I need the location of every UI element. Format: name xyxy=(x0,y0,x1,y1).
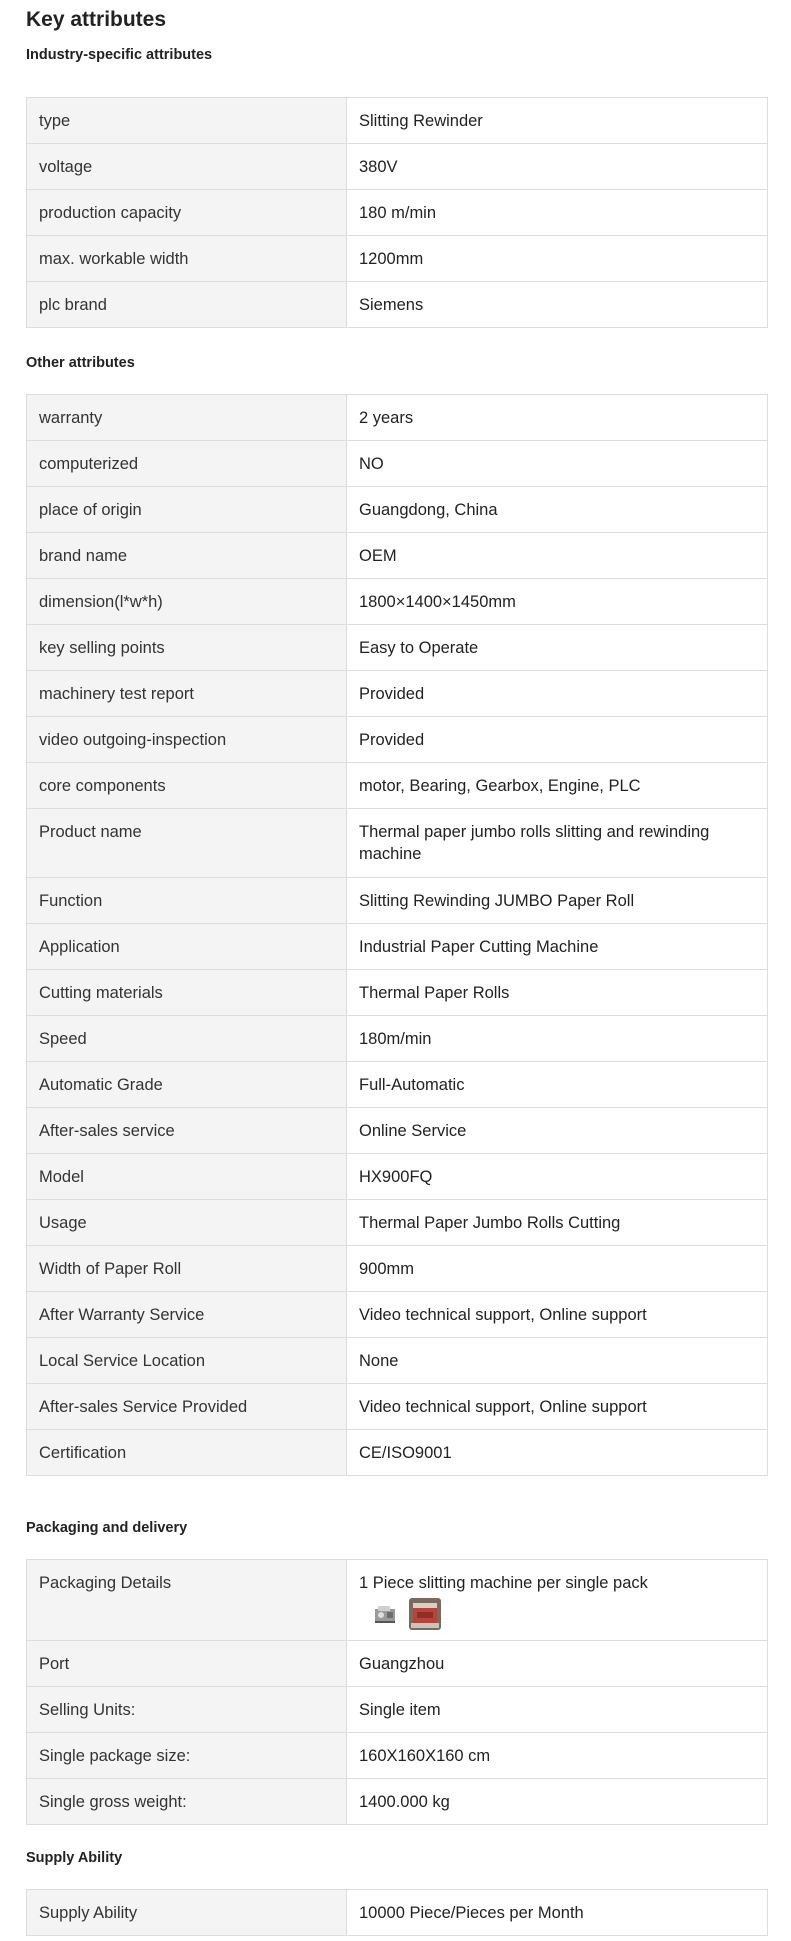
table-row xyxy=(27,671,768,717)
table-row xyxy=(27,236,768,282)
attribute-label: Product name xyxy=(27,809,347,878)
table-row xyxy=(27,970,768,1016)
attribute-value: motor, Bearing, Gearbox, Engine, PLC xyxy=(347,763,768,809)
attribute-label: Application xyxy=(27,924,347,970)
table-row xyxy=(27,487,768,533)
attribute-value: Industrial Paper Cutting Machine xyxy=(347,924,768,970)
attribute-value: Thermal paper jumbo rolls slitting and rewinding machine xyxy=(347,809,768,878)
attribute-label: After-sales service xyxy=(27,1108,347,1154)
attribute-value: Full-Automatic xyxy=(347,1062,768,1108)
attribute-label: brand name xyxy=(27,533,347,579)
attribute-label: Cutting materials xyxy=(27,970,347,1016)
table-row xyxy=(27,441,768,487)
attribute-label: Certification xyxy=(27,1430,347,1476)
attribute-value: Provided xyxy=(347,671,768,717)
attribute-label: video outgoing-inspection xyxy=(27,717,347,763)
attribute-label: After-sales Service Provided xyxy=(27,1384,347,1430)
section-title-industry: Industry-specific attributes xyxy=(26,47,213,63)
attribute-label: key selling points xyxy=(27,625,347,671)
attribute-label: Automatic Grade xyxy=(27,1062,347,1108)
attribute-label: place of origin xyxy=(27,487,347,533)
attribute-label: plc brand xyxy=(27,282,347,328)
attribute-label: Single gross weight: xyxy=(27,1779,347,1825)
attribute-label: production capacity xyxy=(27,190,347,236)
attribute-value: 1200mm xyxy=(347,236,768,282)
section-title-supply: Supply Ability xyxy=(26,1850,123,1866)
attribute-label: Usage xyxy=(27,1200,347,1246)
attribute-value: Video technical support, Online support xyxy=(347,1292,768,1338)
table-row xyxy=(27,1246,768,1292)
attribute-value: None xyxy=(347,1338,768,1384)
attribute-value: 900mm xyxy=(347,1246,768,1292)
table-row xyxy=(27,1890,768,1936)
attribute-value: Guangdong, China xyxy=(347,487,768,533)
table-row xyxy=(27,924,768,970)
table-row xyxy=(27,144,768,190)
table-row xyxy=(27,1062,768,1108)
packaging-table xyxy=(26,1559,768,1825)
table-row xyxy=(27,1292,768,1338)
section-title-other: Other attributes xyxy=(26,355,135,371)
table-row xyxy=(27,1430,768,1476)
attribute-label: voltage xyxy=(27,144,347,190)
attribute-value: Video technical support, Online support xyxy=(347,1384,768,1430)
attribute-label: computerized xyxy=(27,441,347,487)
attribute-label: Width of Paper Roll xyxy=(27,1246,347,1292)
attribute-label: Function xyxy=(27,878,347,924)
machine-photo-thumbnail[interactable] xyxy=(369,1598,401,1630)
industry-attributes-table xyxy=(26,97,768,328)
attribute-label: Supply Ability xyxy=(27,1890,347,1936)
attribute-value: Thermal Paper Jumbo Rolls Cutting xyxy=(347,1200,768,1246)
attribute-value: Provided xyxy=(347,717,768,763)
table-row xyxy=(27,763,768,809)
attribute-label: type xyxy=(27,98,347,144)
attribute-label: machinery test report xyxy=(27,671,347,717)
attribute-value: Slitting Rewinding JUMBO Paper Roll xyxy=(347,878,768,924)
table-row xyxy=(27,878,768,924)
table-row xyxy=(27,1200,768,1246)
attribute-value: Easy to Operate xyxy=(347,625,768,671)
table-row xyxy=(27,395,768,441)
table-row xyxy=(27,1154,768,1200)
page-title: Key attributes xyxy=(26,8,167,31)
attribute-value: 180m/min xyxy=(347,1016,768,1062)
attribute-label: warranty xyxy=(27,395,347,441)
attribute-value: 2 years xyxy=(347,395,768,441)
supply-table xyxy=(26,1889,768,1936)
table-row xyxy=(27,1779,768,1825)
attribute-value: 1800×1400×1450mm xyxy=(347,579,768,625)
other-attributes-table xyxy=(26,394,768,1476)
table-row xyxy=(27,1641,768,1687)
table-row xyxy=(27,717,768,763)
attribute-label: max. workable width xyxy=(27,236,347,282)
attribute-value: 1400.000 kg xyxy=(347,1779,768,1825)
table-row xyxy=(27,1338,768,1384)
attribute-value: Slitting Rewinder xyxy=(347,98,768,144)
attribute-value-cell xyxy=(347,1560,768,1641)
attribute-value: NO xyxy=(347,441,768,487)
attribute-value: 1 Piece slitting machine per single pack xyxy=(359,1574,648,1592)
table-row xyxy=(27,190,768,236)
attribute-value: 160X160X160 cm xyxy=(347,1733,768,1779)
table-row xyxy=(27,579,768,625)
table-row xyxy=(27,1560,768,1641)
attribute-label: Model xyxy=(27,1154,347,1200)
packaging-thumbnails xyxy=(369,1598,755,1630)
attribute-value: 180 m/min xyxy=(347,190,768,236)
attribute-label: Selling Units: xyxy=(27,1687,347,1733)
attribute-label: dimension(l*w*h) xyxy=(27,579,347,625)
attribute-value: 10000 Piece/Pieces per Month xyxy=(347,1890,768,1936)
table-row xyxy=(27,98,768,144)
table-row xyxy=(27,625,768,671)
attribute-label: Packaging Details xyxy=(27,1560,347,1641)
attribute-label: Speed xyxy=(27,1016,347,1062)
table-row xyxy=(27,809,768,878)
attribute-label: Port xyxy=(27,1641,347,1687)
attribute-label: After Warranty Service xyxy=(27,1292,347,1338)
attribute-value: 380V xyxy=(347,144,768,190)
attribute-value: CE/ISO9001 xyxy=(347,1430,768,1476)
table-row xyxy=(27,533,768,579)
package-photo-thumbnail[interactable] xyxy=(409,1598,441,1630)
attribute-value: HX900FQ xyxy=(347,1154,768,1200)
attribute-value: Thermal Paper Rolls xyxy=(347,970,768,1016)
attribute-label: Local Service Location xyxy=(27,1338,347,1384)
table-row xyxy=(27,1108,768,1154)
table-row xyxy=(27,1733,768,1779)
attribute-value: Guangzhou xyxy=(347,1641,768,1687)
section-title-packaging: Packaging and delivery xyxy=(26,1520,188,1536)
table-row xyxy=(27,1016,768,1062)
attribute-value: Single item xyxy=(347,1687,768,1733)
table-row xyxy=(27,282,768,328)
attribute-value: OEM xyxy=(347,533,768,579)
table-row xyxy=(27,1687,768,1733)
attribute-value: Online Service xyxy=(347,1108,768,1154)
attribute-label: core components xyxy=(27,763,347,809)
attribute-label: Single package size: xyxy=(27,1733,347,1779)
attribute-value: Siemens xyxy=(347,282,768,328)
table-row xyxy=(27,1384,768,1430)
